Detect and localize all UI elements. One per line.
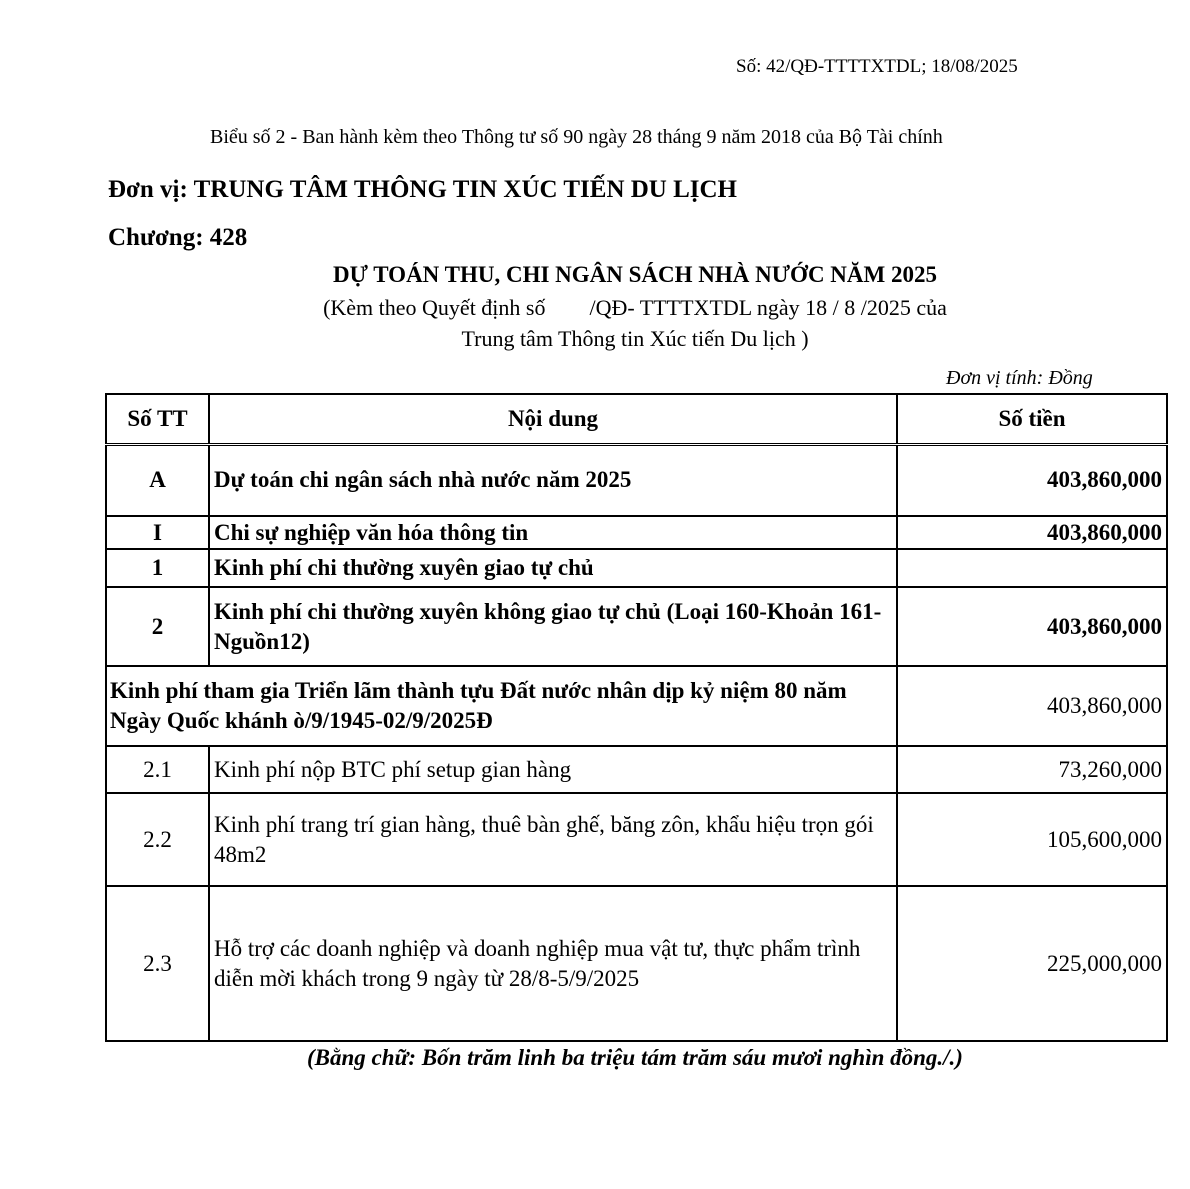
- row-amount: 105,600,000: [897, 793, 1167, 886]
- table-header-row: [106, 394, 1167, 444]
- row-amount: 403,860,000: [897, 666, 1167, 746]
- subtitle-decision: (Kèm theo Quyết định số /QĐ- TTTTXTDL ngày 18 / 8 /2025 của: [323, 295, 947, 320]
- row-amount: 225,000,000: [897, 886, 1167, 1041]
- legal-reference: Biểu số 2 - Ban hành kèm theo Thông tư số 90 ngày 28 tháng 9 năm 2018 của Bộ Tài chính: [210, 126, 943, 148]
- header-content: Nội dung: [209, 394, 897, 444]
- table-row: [106, 746, 1167, 793]
- row-content: Kinh phí chi thường xuyên giao tự chủ: [209, 549, 897, 587]
- row-content: Chi sự nghiệp văn hóa thông tin: [209, 516, 897, 549]
- row-no: 2.2: [106, 793, 209, 886]
- row-content: Kinh phí chi thường xuyên không giao tự chủ (Loại 160-Khoản 161-Nguồn12): [209, 587, 897, 666]
- document-number: Số: 42/QĐ-TTTTXTDL; 18/08/2025: [736, 56, 1018, 77]
- header-amount: Số tiền: [897, 394, 1167, 444]
- amount-in-words: (Bằng chữ: Bốn trăm linh ba triệu tám trăm sáu mươi nghìn đồng./.): [307, 1045, 963, 1070]
- row-content: Kinh phí nộp BTC phí setup gian hàng: [209, 746, 897, 793]
- header-no: Số TT: [106, 394, 209, 444]
- row-no: I: [106, 516, 209, 549]
- row-amount: [897, 549, 1167, 587]
- row-content: Hỗ trợ các doanh nghiệp và doanh nghiệp mua vật tư, thực phẩm trình diễn mời khách trong 9 ngày từ 28/8-5/9/2025: [209, 886, 897, 1041]
- row-content-spanning: Kinh phí tham gia Triển lãm thành tựu Đất nước nhân dịp kỷ niệm 80 năm Ngày Quốc khánh ò/9/1945-02/9/2025Đ: [106, 666, 897, 746]
- table-row: [106, 549, 1167, 587]
- page-title: DỰ TOÁN THU, CHI NGÂN SÁCH NHÀ NƯỚC NĂM 2025: [333, 262, 937, 287]
- row-no: 2: [106, 587, 209, 666]
- row-no: 2.3: [106, 886, 209, 1041]
- table-row: [106, 793, 1167, 886]
- row-content: Kinh phí trang trí gian hàng, thuê bàn ghế, băng zôn, khẩu hiệu trọn gói 48m2: [209, 793, 897, 886]
- currency-unit-note: Đơn vị tính: Đồng: [946, 367, 1093, 389]
- row-content: Dự toán chi ngân sách nhà nước năm 2025: [209, 444, 897, 516]
- table-row: [106, 516, 1167, 549]
- chapter-code: Chương: 428: [108, 224, 248, 251]
- subtitle-issuer: Trung tâm Thông tin Xúc tiến Du lịch ): [461, 326, 809, 351]
- row-amount: 403,860,000: [897, 516, 1167, 549]
- table-row: [106, 666, 1167, 746]
- row-no: A: [106, 444, 209, 516]
- table-row: [106, 444, 1167, 516]
- table-row: [106, 587, 1167, 666]
- row-amount: 403,860,000: [897, 587, 1167, 666]
- row-no: 2.1: [106, 746, 209, 793]
- row-no: 1: [106, 549, 209, 587]
- row-amount: 403,860,000: [897, 444, 1167, 516]
- table-row: [106, 886, 1167, 1041]
- budget-table: [105, 393, 1168, 1042]
- row-amount: 73,260,000: [897, 746, 1167, 793]
- unit-name: Đơn vị: TRUNG TÂM THÔNG TIN XÚC TIẾN DU LỊCH: [108, 176, 738, 203]
